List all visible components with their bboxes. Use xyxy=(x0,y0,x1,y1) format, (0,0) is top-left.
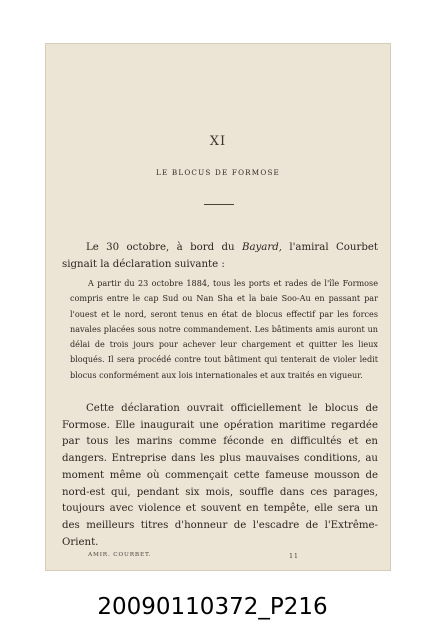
book-page xyxy=(45,43,391,571)
body-paragraph: Cette déclaration ouvrait officiellement le blocus de Formose. Elle inaugurait une opération maritime regardée par tous les marins comme féconde en difficultés et en dangers. Entreprise dans les plus mauvaises conditions, au moment même où commençait cette fameuse mousson de nord-est qui, pendant six mois, souffle dans ces parages, toujours avec violence et souvent en tempête, elle sera un des meilleurs titres d'honneur de l'escadre de l'Extrême-Orient. xyxy=(62,403,378,548)
signature-mark: AMIR. COURBET. xyxy=(88,552,152,558)
intro-paragraph xyxy=(62,239,378,273)
intro-text-start: Le 30 octobre, à bord du xyxy=(86,242,242,253)
sheet-number: 11 xyxy=(289,552,299,560)
title-divider xyxy=(204,204,234,205)
chapter-number: XI xyxy=(209,134,227,149)
declaration-quote: A partir du 23 octobre 1884, tous les ports et rades de l'île Formose compris entre le cap Sud ou Nan Sha et la baie Soo-Au en passant par l'ouest et le nord, seront tenus en état de blocus effectif par les forces navales placées sous notre commandement. Les bâtiments amis auront un délai de trois jours pour achever leur chargement et quitter les lieux bloqués. Il sera procédé contre tout bâtiment qui tenterait de violer ledit blocus conformément aux lois internationales et aux traités en vigueur. xyxy=(70,278,378,380)
intro-text-end: l'amiral Courbet signait la déclaration suivante : xyxy=(62,242,378,270)
chapter-title: LE BLOCUS DE FORMOSE xyxy=(155,168,281,177)
ship-name: Bayard, xyxy=(241,242,282,253)
image-caption: 20090110372_P216 xyxy=(97,594,328,620)
